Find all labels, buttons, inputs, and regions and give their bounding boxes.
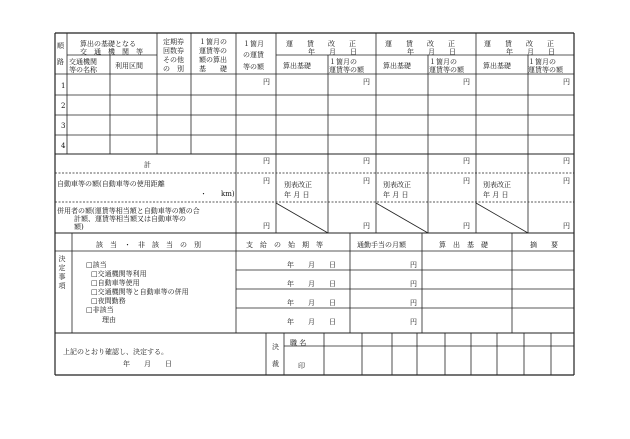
approver-seal-label: 印	[298, 362, 305, 370]
monthly-fare-2b: 運賃等の額	[429, 66, 464, 74]
yen-total-a: 円	[263, 157, 270, 165]
option-car[interactable]: □自動車等使用	[91, 279, 140, 287]
yen-row1-a: 円	[263, 78, 270, 86]
col-ticket-4: の 別	[163, 65, 184, 73]
total-label: 計	[144, 161, 151, 169]
calc-basis-3: 算出基礎	[483, 62, 511, 70]
decision-date-2: 年 月 日	[287, 280, 336, 288]
combined-label-3: 額)	[74, 223, 84, 231]
decision-date-3: 年 月 日	[287, 299, 336, 307]
monthly-fare-1a: １箇月の	[329, 58, 357, 66]
decision-note-header: 摘 要	[530, 241, 558, 249]
col-ticket-3: その他	[163, 56, 184, 64]
yen-comb-a: 円	[263, 222, 270, 230]
car-revision-1b: 年 月 日	[284, 191, 310, 199]
col-number-header-1: 順	[57, 42, 64, 50]
decision-yen-4: 円	[410, 318, 417, 326]
decision-date-4: 年 月 日	[287, 318, 336, 326]
car-amount-label: 自動車等の額(自動車等の使用距離	[57, 180, 165, 188]
option-combined[interactable]: □交通機関等と自動車等の併用	[91, 288, 189, 296]
calc-basis-2: 算出基礎	[383, 62, 411, 70]
yen-car-c: 円	[463, 177, 470, 185]
row-number-3: 3	[61, 122, 66, 130]
col-monthly-calc-4: 基 礎	[199, 65, 227, 73]
car-distance-unit: ・ km)	[200, 190, 235, 198]
col-monthly-fare-3: 等の額	[243, 63, 264, 71]
yen-comb-d: 円	[563, 222, 570, 230]
col-monthly-calc-3: 額の算出	[199, 56, 227, 64]
option-not-applicable[interactable]: □非該当	[86, 306, 114, 314]
decision-yen-1: 円	[410, 261, 417, 269]
col-transport-name-1: 交通機関	[69, 58, 97, 66]
monthly-fare-3b: 運賃等の額	[528, 66, 563, 74]
decision-amount-header: 通勤手当の月額	[357, 241, 406, 249]
row-number-4: 4	[61, 142, 66, 150]
yen-row1-c: 円	[463, 78, 470, 86]
confirm-date: 年 月 日	[123, 360, 172, 368]
yen-total-d: 円	[563, 157, 570, 165]
yen-car-b: 円	[363, 177, 370, 185]
approval-label-1: 決	[272, 343, 279, 351]
approval-label-2: 裁	[272, 360, 279, 368]
col-monthly-calc-1: １箇月の	[199, 38, 227, 46]
yen-comb-c: 円	[463, 222, 470, 230]
confirm-text: 上記のとおり確認し、決定する。	[63, 348, 168, 356]
yen-car-a: 円	[263, 177, 270, 185]
monthly-fare-1b: 運賃等の額	[329, 66, 364, 74]
revision-title-3: 運 賃 改 正	[484, 40, 554, 48]
car-revision-3b: 年 月 日	[483, 191, 509, 199]
decision-yen-3: 円	[410, 299, 417, 307]
col-transport-name-2: 等の名称	[69, 66, 97, 74]
col-monthly-fare-1: １箇月	[243, 40, 264, 48]
revision-title-1: 運 賃 改 正	[286, 40, 356, 48]
combined-label-2: 計額、運賃等相当額又は自動車等の	[74, 215, 186, 223]
col-section: 利用区間	[115, 62, 143, 70]
approver-title-label: 職 名	[290, 339, 307, 347]
car-revision-2a: 別表改正	[383, 181, 411, 189]
col-basis-title-1: 算出の基礎となる	[80, 40, 136, 48]
car-revision-2b: 年 月 日	[383, 191, 409, 199]
grid-line-25	[276, 203, 328, 233]
option-applicable[interactable]: □該当	[86, 261, 107, 269]
yen-comb-b: 円	[363, 222, 370, 230]
decision-category-header: 該 当 ・ 非 該 当 の 別	[96, 241, 201, 249]
yen-row1-d: 円	[563, 78, 570, 86]
decision-side-label: 決定事項	[58, 255, 66, 291]
combined-label-1: 併用者の額(運賃等相当額と自動車等の額の合	[57, 207, 200, 215]
row-number-2: 2	[61, 102, 66, 110]
decision-date-1: 年 月 日	[287, 261, 336, 269]
option-reason: 理由	[102, 316, 116, 324]
decision-yen-2: 円	[410, 280, 417, 288]
col-monthly-fare-2: の運賃	[243, 51, 264, 59]
yen-total-c: 円	[463, 157, 470, 165]
car-revision-3a: 別表改正	[483, 181, 511, 189]
grid-line-26	[376, 203, 428, 233]
revision-date-3: 年 月 日	[506, 48, 555, 56]
car-revision-1a: 別表改正	[284, 181, 312, 189]
option-transport[interactable]: □交通機関等利用	[91, 270, 147, 278]
decision-basis-header: 算 出 基 礎	[439, 241, 488, 249]
col-ticket-2: 回数券	[163, 47, 184, 55]
decision-start-header: 支 給 の 始 期 等	[246, 241, 323, 249]
revision-title-2: 運 賃 改 正	[385, 40, 455, 48]
monthly-fare-3a: １箇月の	[528, 58, 556, 66]
col-monthly-calc-2: 運賃等の	[199, 47, 227, 55]
col-basis-title-2: 交 通 機 関 等	[80, 48, 143, 56]
row-number-1: 1	[61, 82, 66, 90]
col-number-header-2: 路	[57, 58, 64, 66]
monthly-fare-2a: １箇月の	[429, 58, 457, 66]
revision-date-2: 年 月 日	[407, 48, 456, 56]
yen-car-d: 円	[563, 177, 570, 185]
revision-date-1: 年 月 日	[308, 48, 357, 56]
calc-basis-1: 算出基礎	[283, 62, 311, 70]
col-ticket-1: 定期券	[163, 38, 184, 46]
yen-total-b: 円	[363, 157, 370, 165]
yen-row1-b: 円	[363, 78, 370, 86]
option-night[interactable]: □夜間勤務	[91, 297, 126, 305]
grid-line-27	[476, 203, 528, 233]
